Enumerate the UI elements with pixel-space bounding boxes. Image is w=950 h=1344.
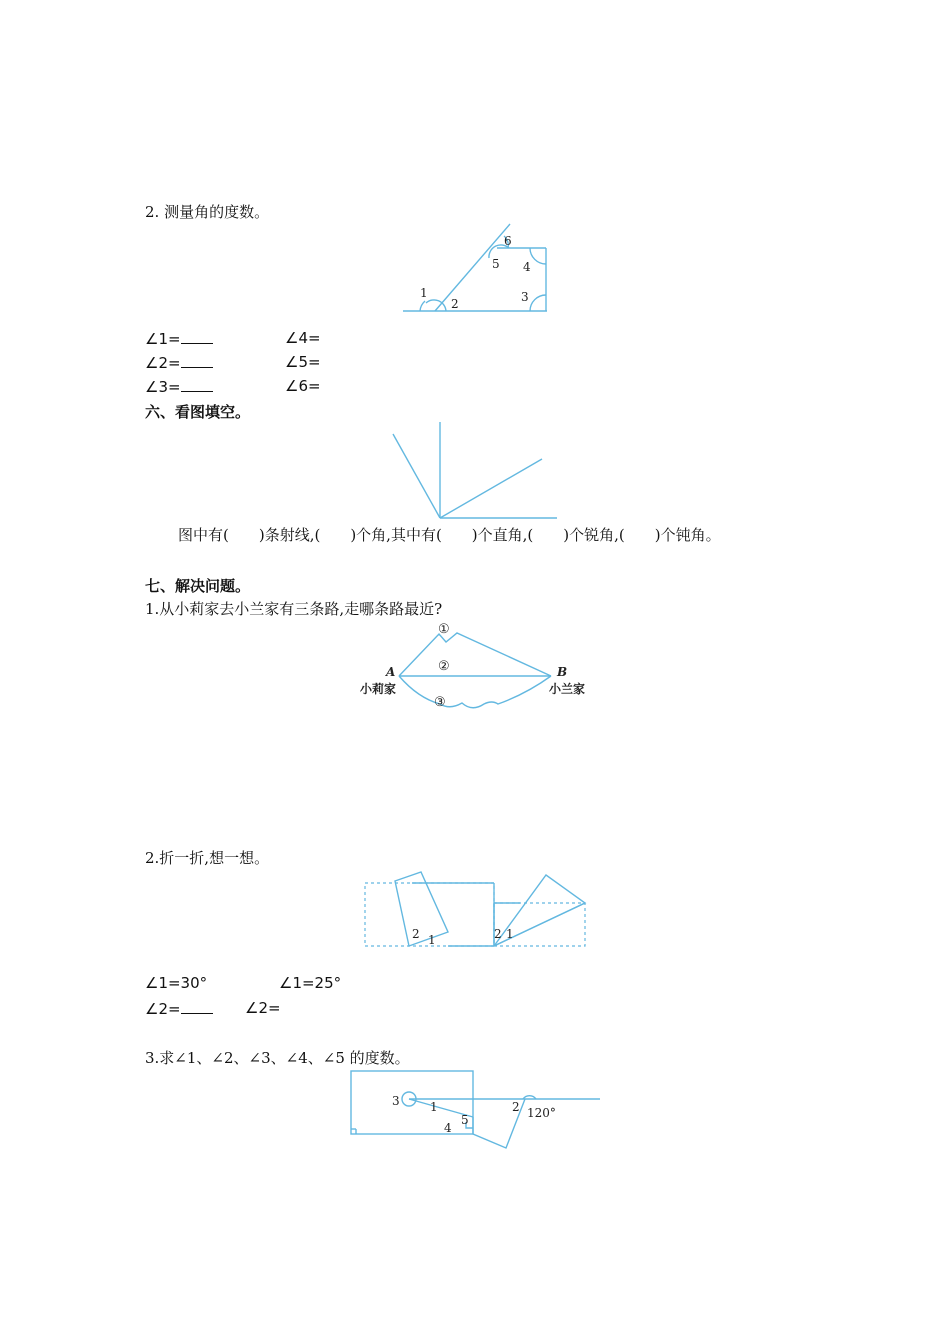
q2-label-3: 3 <box>521 290 529 304</box>
route-label-2: ② <box>438 659 450 674</box>
s7-p1-title: 1.从小莉家去小兰家有三条路,走哪条路最近? <box>145 600 443 618</box>
q2-title: 2. 测量角的度数。 <box>145 203 270 221</box>
section-7-heading: 七、解决问题。 <box>145 577 251 595</box>
s6-fill-sentence: 图中有( )条射线,( )个角,其中有( )个直角,( )个锐角,( )个钝角。 <box>178 526 721 544</box>
section-6-heading: 六、看图填空。 <box>145 403 251 421</box>
fold-right-ask: ∠2= <box>245 999 281 1017</box>
fold-right-label-2: 2 <box>494 927 502 941</box>
q2-answer-2: ∠2= <box>145 354 181 372</box>
q2-answer-5: ∠5= <box>285 353 321 371</box>
p3-label-2: 2 <box>512 1100 520 1114</box>
home-a-label: 小莉家 <box>360 682 397 696</box>
q2-label-4: 4 <box>523 260 531 274</box>
fold-right-label-1: 1 <box>506 927 514 941</box>
q2-label-5: 5 <box>492 257 500 271</box>
p3-label-5: 5 <box>461 1113 469 1127</box>
route-label-1: ① <box>438 622 450 637</box>
q2-answer-6: ∠6= <box>285 377 321 395</box>
s7-p3-title: 3.求∠1、∠2、∠3、∠4、∠5 的度数。 <box>145 1049 410 1067</box>
q2-answer-1: ∠1= <box>145 330 181 348</box>
home-b-label: 小兰家 <box>549 682 586 696</box>
fold-left-ask: ∠2= <box>145 1000 181 1018</box>
s7-p2-title: 2.折一折,想一想。 <box>145 849 270 867</box>
q2-label-2: 2 <box>451 297 459 311</box>
route-label-3: ③ <box>434 695 446 710</box>
p3-rectangle <box>351 1071 473 1134</box>
point-a-label: A <box>386 665 396 679</box>
fold-left-label-1: 1 <box>428 933 436 947</box>
q2-label-6: 6 <box>504 234 512 248</box>
q2-answer-4: ∠4= <box>285 329 321 347</box>
p3-label-1: 1 <box>430 1100 438 1114</box>
q2-label-1: 1 <box>420 286 428 300</box>
fold-left-given: ∠1=30° <box>145 974 208 992</box>
p3-label-3: 3 <box>392 1094 400 1108</box>
q2-answer-3: ∠3= <box>145 378 181 396</box>
p3-label-4: 4 <box>444 1121 452 1135</box>
p3-angle-given: 120° <box>527 1106 556 1120</box>
fold-left-label-2: 2 <box>412 927 420 941</box>
fold-right-given: ∠1=25° <box>279 974 342 992</box>
point-b-label: B <box>557 665 568 679</box>
